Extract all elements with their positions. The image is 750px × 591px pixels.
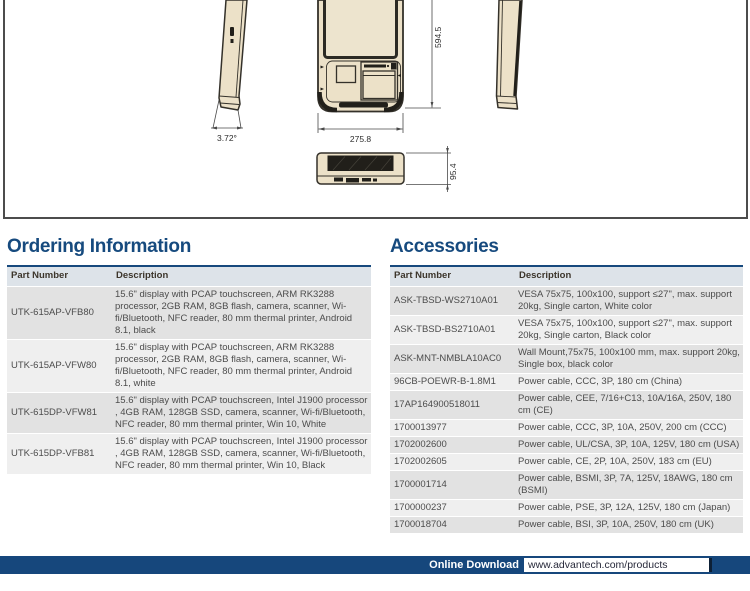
description-cell: Power cable, UL/CSA, 3P, 10A, 125V, 180 cm (USA) xyxy=(518,439,740,450)
part-number-cell: ASK-TBSD-WS2710A01 xyxy=(394,295,499,306)
front-view xyxy=(318,0,443,144)
accessories-title: Accessories xyxy=(390,236,499,257)
table-row xyxy=(390,344,743,373)
description-cell: 15.6" display with PCAP touchscreen, ARM RK3288 processor, 2GB RAM, 8GB flash, camera, scanner, Wi-fi/Bluetooth, NFC reader, 80 mm thermal printer, Android 8.1, white xyxy=(115,342,353,389)
part-number-cell: UTK-615DP-VFB81 xyxy=(11,448,95,459)
description-cell: Power cable, BSI, 3P, 10A, 250V, 180 cm (UK) xyxy=(518,519,714,530)
table-row xyxy=(7,286,371,339)
part-number-cell: 1700018704 xyxy=(394,519,447,530)
table-row xyxy=(390,390,743,419)
ordering-table-rows xyxy=(7,286,371,474)
table-row xyxy=(390,315,743,344)
part-number-cell: UTK-615AP-VFW80 xyxy=(11,360,97,371)
table-row xyxy=(390,499,743,516)
table-row xyxy=(390,373,743,390)
table-row xyxy=(390,470,743,499)
dim-angle-label: 3.72° xyxy=(217,133,237,143)
description-cell: Power cable, BSMI, 3P, 7A, 125V, 18AWG, 180 cm (BSMI) xyxy=(518,473,733,496)
ordering-col-part-number: Part Number xyxy=(11,270,69,281)
accessories-col-part-number: Part Number xyxy=(394,270,452,281)
online-download-bar xyxy=(0,556,750,574)
ordering-table xyxy=(7,265,371,474)
table-row xyxy=(7,433,371,474)
part-number-cell: 1700001714 xyxy=(394,479,447,490)
ordering-information-section xyxy=(7,236,371,474)
description-cell: Power cable, CCC, 3P, 180 cm (China) xyxy=(518,376,683,387)
technical-drawing xyxy=(5,0,746,215)
description-cell: 15.6" display with PCAP touchscreen, Intel J1900 processor , 4GB RAM, 128GB SSD, camera, scanner, Wi-fi/Bluetooth, NFC reader, 80 mm thermal printer, Win 10, Black xyxy=(115,436,368,471)
side-view-left xyxy=(211,0,247,143)
dim-height-label: 594.5 xyxy=(433,26,443,48)
description-cell: Power cable, CEE, 7/16+C13, 10A/16A, 250V, 180 cm (CE) xyxy=(518,393,732,416)
part-number-cell: 1700000237 xyxy=(394,502,447,513)
description-cell: 15.6" display with PCAP touchscreen, ARM RK3288 processor, 2GB RAM, 8GB flash, camera, scanner, Wi-fi/Bluetooth, NFC reader, 80 mm thermal printer, Android 8.1, black xyxy=(115,289,353,336)
table-row xyxy=(7,339,371,392)
table-row xyxy=(390,516,743,533)
description-cell: Power cable, CCC, 3P, 10A, 250V, 200 cm (CCC) xyxy=(518,422,727,433)
bottom-view xyxy=(317,146,458,192)
dim-depth-label: 95.4 xyxy=(448,163,458,180)
table-row xyxy=(390,419,743,436)
table-row xyxy=(390,286,743,315)
description-cell: VESA 75x75, 100x100, support ≤27", max. support 20kg, Single carton, Black color xyxy=(518,318,733,341)
part-number-cell: ASK-MNT-NMBLA10AC0 xyxy=(394,353,502,364)
part-number-cell: 17AP164900518011 xyxy=(394,399,480,410)
accessories-col-description: Description xyxy=(519,270,572,281)
kiosk-screen xyxy=(325,0,397,58)
accessories-table-rows xyxy=(390,286,743,533)
part-number-cell: UTK-615DP-VFW81 xyxy=(11,407,98,418)
online-download-label: Online Download xyxy=(429,559,519,571)
dim-width-label: 275.8 xyxy=(349,134,372,144)
description-cell: VESA 75x75, 100x100, support ≤27", max. support 20kg, Single carton, White color xyxy=(518,289,733,312)
table-row xyxy=(390,453,743,470)
description-cell: Power cable, CE, 2P, 10A, 250V, 183 cm (EU) xyxy=(518,456,712,467)
part-number-cell: 1700013977 xyxy=(394,422,447,433)
description-cell: 15.6" display with PCAP touchscreen, Intel J1900 processor , 4GB RAM, 128GB SSD, camera, scanner, Wi-fi/Bluetooth, NFC reader, 80 mm thermal printer, Win 10, White xyxy=(115,395,368,430)
ordering-information-title: Ordering Information xyxy=(7,236,192,257)
description-cell: Wall Mount,75x75, 100x100 mm, max. support 20kg, Single box, black color xyxy=(518,347,740,370)
part-number-cell: UTK-615AP-VFB80 xyxy=(11,307,94,318)
part-number-cell: 1702002600 xyxy=(394,439,447,450)
table-row xyxy=(7,392,371,433)
scanner-window xyxy=(337,66,356,83)
dimension-drawing-panel xyxy=(3,0,748,219)
side-view-right xyxy=(497,0,523,109)
download-url-link[interactable]: www.advantech.com/products xyxy=(524,558,712,572)
ordering-col-description: Description xyxy=(116,270,169,281)
description-cell: Power cable, PSE, 3P, 12A, 125V, 180 cm (Japan) xyxy=(518,502,731,513)
part-number-cell: 1702002605 xyxy=(394,456,447,467)
accessories-table-header xyxy=(390,267,743,286)
part-number-cell: ASK-TBSD-BS2710A01 xyxy=(394,324,496,335)
part-number-cell: 96CB-POEWR-B-1.8M1 xyxy=(394,376,496,387)
table-row xyxy=(390,436,743,453)
accessories-section xyxy=(390,236,743,533)
accessories-table xyxy=(390,265,743,533)
ordering-table-header xyxy=(7,267,371,286)
